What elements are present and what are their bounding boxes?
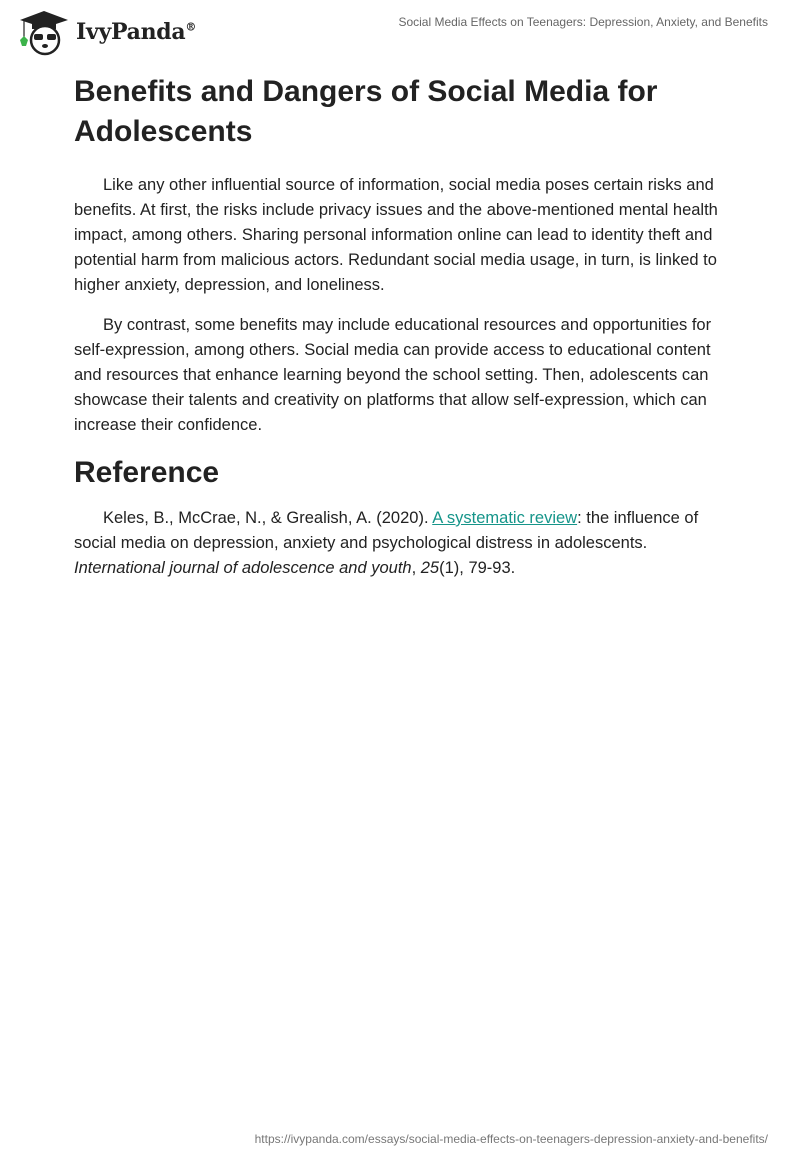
reference-link[interactable]: A systematic review	[432, 509, 578, 527]
paragraph: Like any other influential source of information, social media poses certain risks and benefits. At first, the risks include privacy issues and the above-mentioned mental health impact, among others. Sharing personal information online can lead to identity theft and potential harm from malicious actors. Redundant social media usage, in turn, is linked to higher anxiety, depression, and loneliness.	[74, 176, 718, 294]
reference-heading: Reference	[74, 456, 220, 489]
reference-entry: Keles, B., McCrae, N., & Grealish, A. (2020). A systematic review: the influence of social media on depression, anxiety and psychological distress in adolescents. International journal of adolescence and youth, 25(1), 79-93.	[74, 509, 699, 577]
panda-graduate-icon	[18, 8, 70, 56]
brand-name: IvyPanda	[76, 19, 186, 45]
ivypanda-logo[interactable]	[18, 8, 196, 56]
journal-name: International journal of adolescence and youth	[74, 559, 412, 577]
paragraph: By contrast, some benefits may include educational resources and opportunities for self-expression, among others. Social media can provide access to educational content and resources that enhance learning beyond the school setting. Then, adolescents can showcase their talents and creativity on platforms that allow self-expression, which can increase their confidence.	[74, 316, 712, 434]
essay-content	[74, 72, 726, 596]
section-heading: Benefits and Dangers of Social Media for Adolescents	[74, 75, 658, 148]
footer-url: https://ivypanda.com/essays/social-media-effects-on-teenagers-depression-anxiety-and-benefits/	[254, 1132, 768, 1146]
registered-mark: ®	[185, 20, 197, 34]
document-title: Social Media Effects on Teenagers: Depression, Anxiety, and Benefits	[398, 15, 768, 29]
volume: 25	[420, 559, 440, 577]
